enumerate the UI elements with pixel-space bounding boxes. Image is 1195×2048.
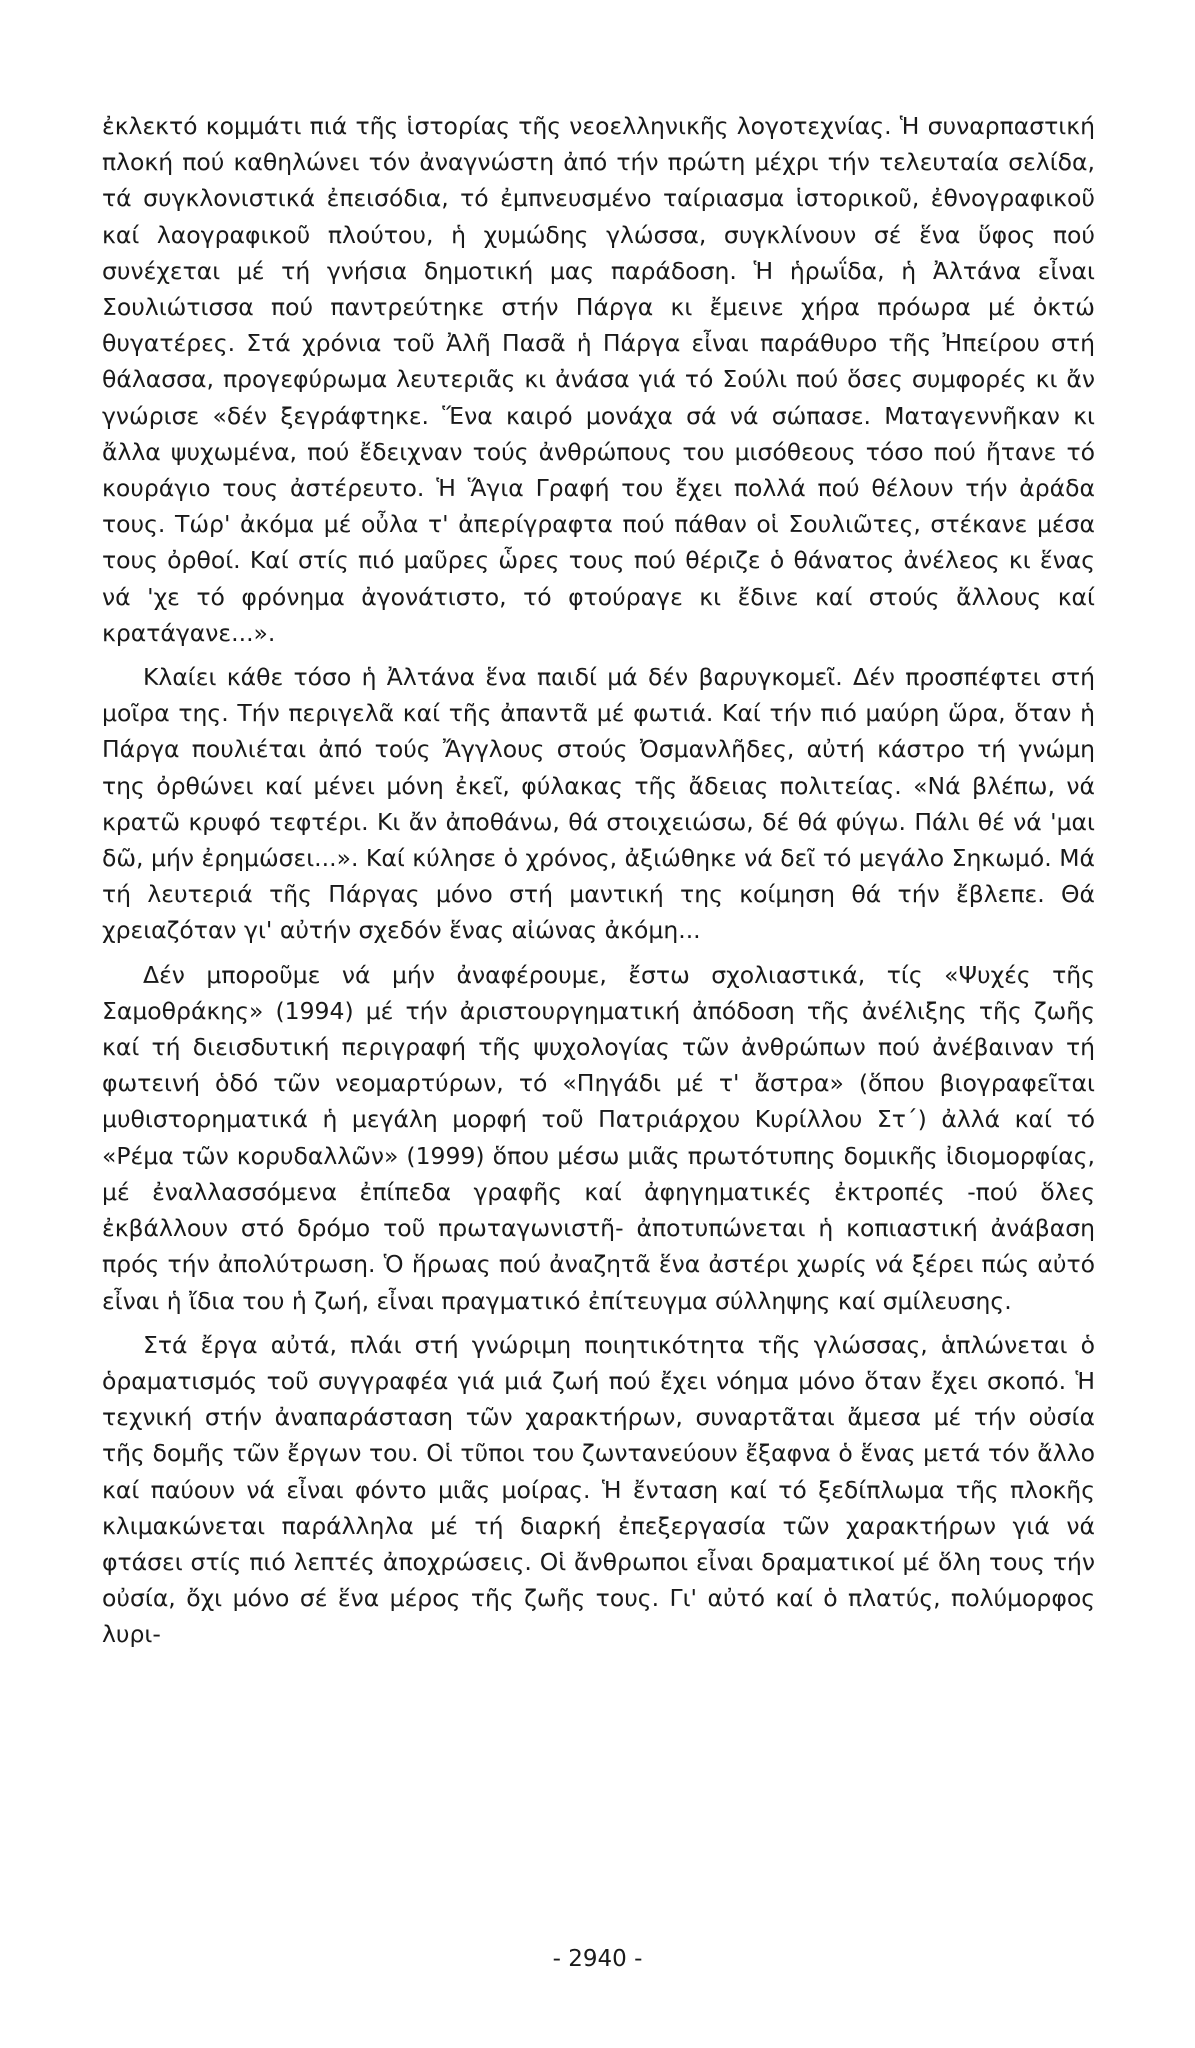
- paragraph-1: ἐκλεκτό κομμάτι πιά τῆς ἱστορίας τῆς νεοελληνικῆς λογοτεχνίας. Ἡ συναρπαστική πλοκή πού καθηλώνει τόν ἀναγνώστη ἀπό τήν πρώτη μέχρι τήν τελευταία σελίδα, τά συγκλονιστικά ἐπεισόδια, τό ἐμπνευσμένο ταίριασμα ἱστορικοῦ, ἐθνογραφικοῦ καί λαογραφικοῦ πλούτου, ἡ χυμώδης γλώσσα, συγκλίνουν σέ ἕνα ὕφος πού συνέχεται μέ τή γνήσια δημοτική μας παράδοση. Ἡ ἡρωΐδα, ἡ Ἀλτάνα εἶναι Σουλιώτισσα πού παντρεύτηκε στήν Πάργα κι ἔμεινε χήρα πρόωρα μέ ὀκτώ θυγατέρες. Στά χρόνια τοῦ Ἀλῆ Πασᾶ ἡ Πάργα εἶναι παράθυρο τῆς Ἠπείρου στή θάλασσα, προγεφύρωμα λευτεριᾶς κι ἀνάσα γιά τό Σούλι πού ὅσες συμφορές κι ἄν γνώρισε «δέν ξεγράφτηκε. Ἕνα καιρό μονάχα σά νά σώπασε. Ματαγεννῆκαν κι ἄλλα ψυχωμένα, πού ἔδειχναν τούς ἀνθρώπους του μισόθεους τόσο πού ἤτανε τό κουράγιο τους ἀστέρευτο. Ἡ Ἅγια Γραφή του ἔχει πολλά πού θέλουν τήν ἀράδα τους. Τώρ' ἀκόμα μέ οὖλα τ' ἀπερίγραφτα πού πάθαν οἱ Σουλιῶτες, στέκανε μέσα τους ὀρθοί. Καί στίς πιό μαῦρες ὧρες τους πού θέριζε ὁ θάνατος ἀνέλεος κι ἕνας νά 'χε τό φρόνημα ἀγονάτιστο, τό φτούραγε κι ἔδινε καί στούς ἄλλους καί κρατάγανε...».: [102, 112, 1095, 647]
- page-number: - 2940 -: [552, 1946, 643, 1972]
- paragraph-4: Στά ἔργα αὐτά, πλάι στή γνώριμη ποιητικότητα τῆς γλώσσας, ἁπλώνεται ὁ ὁραματισμός τοῦ συγγραφέα γιά μιά ζωή πού ἔχει νόημα μόνο ὅταν ἔχει σκοπό. Ἡ τεχνική στήν ἀναπαράσταση τῶν χαρακτήρων, συναρτᾶται ἄμεσα μέ τήν οὐσία τῆς δομῆς τῶν ἔργων του. Οἱ τῦποι του ζωντανεύουν ἔξαφνα ὁ ἕνας μετά τόν ἄλλο καί παύουν νά εἶναι φόντο μιᾶς μοίρας. Ἡ ἔνταση καί τό ξεδίπλωμα τῆς πλοκῆς κλιμακώνεται παράλληλα μέ τή διαρκή ἐπεξεργασία τῶν χαρακτήρων γιά νά φτάσει στίς πιό λεπτές ἀποχρώσεις. Οἱ ἄνθρωποι εἶναι δραματικοί μέ ὅλη τους τήν οὐσία, ὄχι μόνο σέ ἕνα μέρος τῆς ζωῆς τους. Γι' αὐτό καί ὁ πλατύς, πολύμορφος λυρι-: [102, 1330, 1095, 1649]
- paragraph-3: Δέν μποροῦμε νά μήν ἀναφέρουμε, ἔστω σχολιαστικά, τίς «Ψυχές τῆς Σαμοθράκης» (1994) μέ τήν ἀριστουργηματική ἀπόδοση τῆς ἀνέλιξης τῆς ζωῆς καί τή διεισδυτική περιγραφή τῆς ψυχολογίας τῶν ἀνθρώπων πού ἀνέβαιναν τή φωτεινή ὁδό τῶν νεομαρτύρων, τό «Πηγάδι μέ τ' ἄστρα» (ὅπου βιογραφεῖται μυθιστορηματικά ἡ μεγάλη μορφή τοῦ Πατριάρχου Κυρίλλου Στ´) ἀλλά καί τό «Ρέμα τῶν κορυδαλλῶν» (1999) ὅπου μέσω μιᾶς πρωτότυπης δομικῆς ἰδιομορφίας, μέ ἐναλλασσόμενα ἐπίπεδα γραφῆς καί ἀφηγηματικές ἐκτροπές -πού ὅλες ἐκβάλλουν στό δρόμο τοῦ πρωταγωνιστῆ- ἀποτυπώνεται ἡ κοπιαστική ἀνάβαση πρός τήν ἀπολύτρωση. Ὁ ἥρωας πού ἀναζητᾶ ἕνα ἀστέρι χωρίς νά ξέρει πώς αὐτό εἶναι ἡ ἴδια του ἡ ζωή, εἶναι πραγματικό ἐπίτευγμα σύλληψης καί σμίλευσης.: [102, 960, 1095, 1315]
- page-body: [102, 108, 1095, 1661]
- paragraph-2: Κλαίει κάθε τόσο ἡ Ἀλτάνα ἕνα παιδί μά δέν βαρυγκομεῖ. Δέν προσπέφτει στή μοῖρα της. Τήν περιγελᾶ καί τῆς ἀπαντᾶ μέ φωτιά. Καί τήν πιό μαύρη ὥρα, ὅταν ἡ Πάργα πουλιέται ἀπό τούς Ἄγγλους στούς Ὀσμανλῆδες, αὐτή κάστρο τή γνώμη της ὀρθώνει καί μένει μόνη ἐκεῖ, φύλακας τῆς ἄδειας πολιτείας. «Νά βλέπω, νά κρατῶ κρυφό τεφτέρι. Κι ἄν ἀποθάνω, θά στοιχειώσω, δέ θά φύγω. Πάλι θέ νά 'μαι δῶ, μήν ἐρημώσει...». Καί κύλησε ὁ χρόνος, ἀξιώθηκε νά δεῖ τό μεγάλο Σηκωμό. Μά τή λευτεριά τῆς Πάργας μόνο στή μαντική της κοίμηση θά τήν ἔβλεπε. Θά χρειαζόταν γι' αὐτήν σχεδόν ἕνας αἰώνας ἀκόμη...: [102, 663, 1095, 945]
